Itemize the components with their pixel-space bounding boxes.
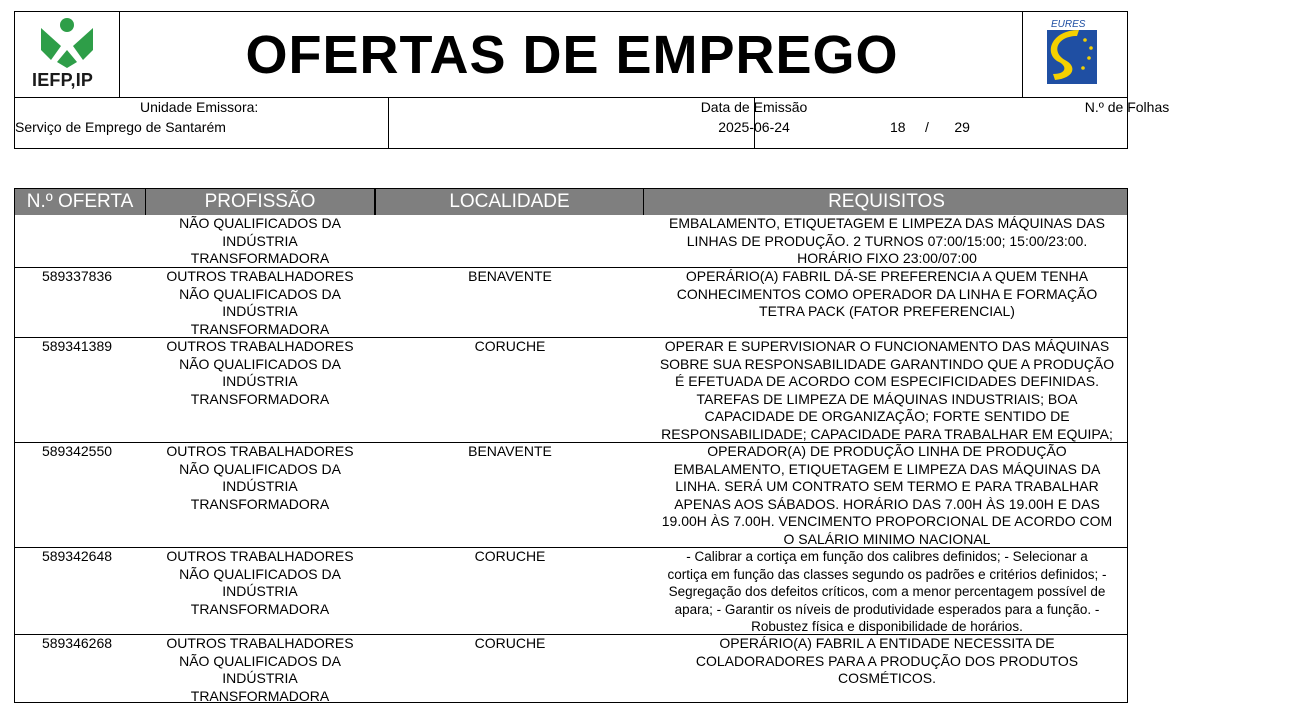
requisitos-cell	[649, 635, 1125, 688]
table-row	[15, 634, 1127, 704]
unidade-value: Serviço de Emprego de Santarém	[15, 119, 226, 135]
requisitos-line: O SALÁRIO MINIMO NACIONAL	[783, 530, 991, 547]
col-header-profissao: PROFISSÃO	[146, 189, 376, 215]
profissao-line: NÃO QUALIFICADOS DA	[179, 215, 341, 231]
oferta-cell: 589342648	[41, 548, 113, 564]
profissao-line: TRANSFORMADORA	[190, 250, 330, 266]
table-row	[15, 215, 1127, 268]
requisitos-line: OPERADOR(A) DE PRODUÇÃO LINHA DE PRODUÇÃO	[707, 443, 1067, 459]
requisitos-line: cortiça em função das classes segundo os padrões e critérios definidos; -	[667, 566, 1107, 582]
requisitos-line: Robustez física e disponibilidade de horários.	[751, 619, 1023, 634]
profissao-line: TRANSFORMADORA	[190, 687, 330, 704]
folha-sep: /	[925, 119, 929, 135]
offers-table	[14, 188, 1128, 703]
data-label: Data de Emissão	[700, 99, 808, 115]
col-header-requisitos: REQUISITOS	[828, 191, 945, 212]
oferta-cell: 589337836	[41, 268, 113, 284]
oferta-cell: 589346268	[41, 635, 113, 651]
folhas-cell	[755, 98, 1170, 149]
data-emissao-cell	[389, 98, 808, 149]
requisitos-line: COLADORADORES PARA A PRODUÇÃO DOS PRODUTOS	[695, 652, 1079, 669]
requisitos-line: 19.00H ÀS 7.00H. VENCIMENTO PROPORCIONAL DE ACORDO COM	[661, 513, 1113, 529]
requisitos-cell	[649, 338, 1125, 443]
requisitos-line: Segregação dos defeitos críticos, com a menor percentagem possível de	[668, 584, 1106, 599]
profissao-line: NÃO QUALIFICADOS DA	[179, 355, 341, 372]
localidade-cell: CORUCHE	[474, 548, 546, 564]
requisitos-line: LINHAS DE PRODUÇÃO. 2 TURNOS 07:00/15:00; 15:00/23:00.	[686, 232, 1088, 249]
meta-row	[15, 97, 1170, 149]
profissao-line: INDÚSTRIA	[222, 670, 298, 686]
col-header-oferta: N.º OFERTA	[15, 189, 146, 215]
profissao-line: NÃO QUALIFICADOS DA	[179, 565, 341, 582]
profissao-line: NÃO QUALIFICADOS DA	[179, 285, 341, 302]
profissao-line: TRANSFORMADORA	[190, 390, 330, 407]
localidade-cell: CORUCHE	[474, 338, 546, 354]
profissao-line: NÃO QUALIFICADOS DA	[179, 652, 341, 669]
requisitos-line: OPERAR E SUPERVISIONAR O FUNCIONAMENTO DAS MÁQUINAS	[664, 338, 1110, 354]
table-row	[15, 267, 1127, 338]
profissao-line: TRANSFORMADORA	[190, 600, 330, 617]
requisitos-line: APENAS AOS SÁBADOS. HORÁRIO DAS 7.00H ÀS 19.00H E DAS	[674, 495, 1100, 512]
unidade-label: Unidade Emissora:	[140, 99, 259, 115]
requisitos-cell	[649, 548, 1125, 636]
requisitos-line: OPERÁRIO(A) FABRIL A ENTIDADE NECESSITA DE	[719, 635, 1055, 651]
requisitos-line: HORÁRIO FIXO 23:00/07:00	[797, 250, 977, 266]
page-title: OFERTAS DE EMPREGO	[245, 24, 899, 85]
profissao-line: INDÚSTRIA	[222, 478, 298, 494]
folha-total: 29	[954, 119, 970, 135]
oferta-cell: 589341389	[41, 338, 113, 354]
profissao-line: OUTROS TRABALHADORES	[166, 268, 354, 284]
requisitos-line: CAPACIDADE DE ORGANIZAÇÃO; FORTE SENTIDO DE	[704, 408, 1070, 424]
unidade-emissora-cell	[15, 98, 389, 149]
folha-atual: 18	[890, 119, 906, 135]
requisitos-line: SOBRE SUA RESPONSABILIDADE GARANTINDO QUE A PRODUÇÃO	[659, 355, 1115, 372]
profissao-line: NÃO QUALIFICADOS DA	[179, 460, 341, 477]
profissao-line: OUTROS TRABALHADORES	[166, 443, 354, 459]
requisitos-line: CONHECIMENTOS COMO OPERADOR DA LINHA E FORMAÇÃO	[676, 285, 1098, 302]
profissao-line: OUTROS TRABALHADORES	[166, 635, 354, 651]
eures-logo	[1022, 12, 1127, 97]
folhas-value	[890, 119, 970, 135]
profissao-line: INDÚSTRIA	[222, 232, 298, 249]
table-row	[15, 442, 1127, 547]
localidade-cell: BENAVENTE	[468, 268, 552, 284]
oferta-cell: 589342550	[41, 443, 113, 459]
logo-text: IEFP,IP	[32, 70, 94, 90]
profissao-line: INDÚSTRIA	[222, 583, 298, 599]
requisitos-cell	[649, 215, 1125, 268]
eures-logo-icon	[1041, 18, 1103, 88]
table-row	[15, 547, 1127, 634]
data-value: 2025-06-24	[718, 119, 790, 135]
profissao-line: OUTROS TRABALHADORES	[166, 548, 354, 564]
profissao-cell	[146, 215, 374, 268]
requisitos-line: COSMÉTICOS.	[837, 670, 936, 686]
profissao-line: OUTROS TRABALHADORES	[166, 338, 354, 354]
document-header	[14, 11, 1170, 149]
profissao-cell	[146, 548, 374, 618]
profissao-cell	[146, 268, 374, 338]
requisitos-line: RESPONSABILIDADE; CAPACIDADE PARA TRABALHAR EM EQUIPA;	[661, 425, 1113, 442]
localidade-cell: BENAVENTE	[468, 443, 552, 459]
requisitos-cell	[649, 268, 1125, 321]
requisitos-line: É EFETUADA DE ACORDO COM ESPECIFICIDADES DEFINIDAS.	[675, 373, 1099, 389]
requisitos-cell	[649, 443, 1125, 548]
folhas-label: N.º de Folhas	[1084, 99, 1170, 115]
profissao-cell	[146, 338, 374, 408]
eures-text: EURES	[1051, 19, 1086, 30]
profissao-cell	[146, 443, 374, 513]
table-header	[15, 189, 1127, 215]
requisitos-line: OPERÁRIO(A) FABRIL DÁ-SE PREFERENCIA A QUEM TENHA	[685, 268, 1089, 284]
col-header-localidade: LOCALIDADE	[376, 189, 644, 215]
localidade-cell: CORUCHE	[474, 635, 546, 651]
table-row	[15, 337, 1127, 442]
requisitos-line: EMBALAMENTO, ETIQUETAGEM E LIMPEZA DAS MÁQUINAS DAS	[669, 215, 1105, 231]
iefp-logo-icon	[37, 16, 97, 68]
profissao-line: INDÚSTRIA	[222, 373, 298, 389]
profissao-line: TRANSFORMADORA	[190, 320, 330, 337]
requisitos-line: LINHA. SERÁ UM CONTRATO SEM TERMO E PARA TRABALHAR	[675, 478, 1099, 494]
profissao-cell	[146, 635, 374, 705]
requisitos-line: EMBALAMENTO, ETIQUETAGEM E LIMPEZA DAS MÁQUINAS DA	[673, 460, 1101, 477]
requisitos-line: - Calibrar a cortiça em função dos calibres definidos; - Selecionar a	[686, 549, 1088, 564]
profissao-line: INDÚSTRIA	[222, 303, 298, 319]
requisitos-line: TAREFAS DE LIMPEZA DE MÁQUINAS INDUSTRIAIS; BOA	[696, 390, 1078, 407]
requisitos-line: apara; - Garantir os níveis de produtividade esperados para a função. -	[674, 601, 1100, 617]
profissao-line: TRANSFORMADORA	[190, 495, 330, 512]
requisitos-line: TETRA PACK (FATOR PREFERENCIAL)	[759, 303, 1015, 319]
iefp-logo	[15, 12, 120, 97]
